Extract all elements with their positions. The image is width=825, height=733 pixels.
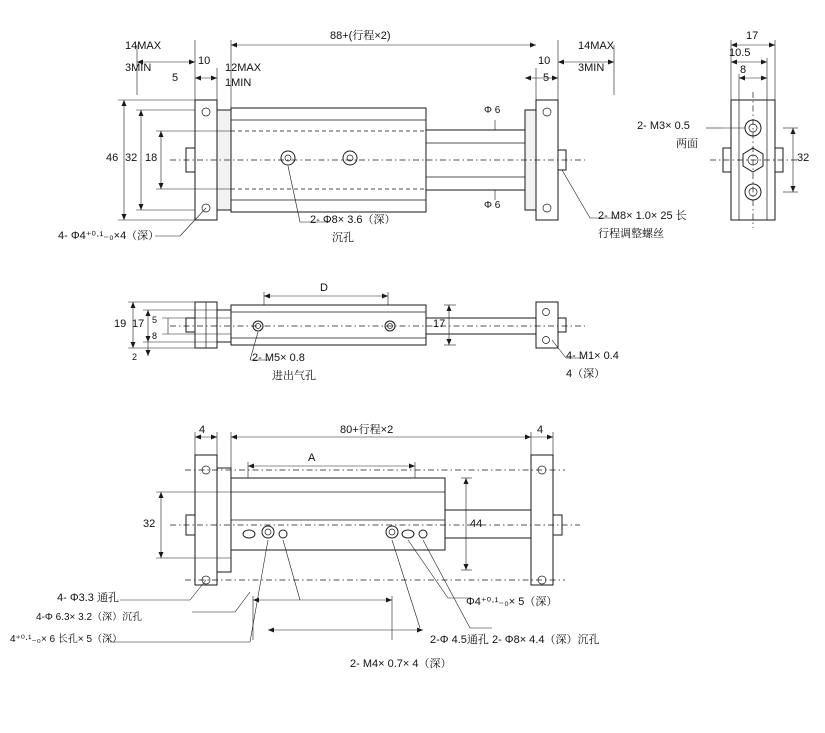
- callout-top-right-screw: 2- M8× 1.0× 25 长: [598, 210, 687, 222]
- dim-top-phi6-lower: Φ 6: [484, 200, 501, 211]
- dim-top-right-max: 14MAX: [578, 40, 615, 52]
- dim-top-sub-max: 12MAX: [225, 62, 262, 74]
- dim-front-8: 8: [152, 331, 158, 341]
- dim-side-8: 8: [740, 64, 747, 76]
- callout-bottom-through-holes: 4- Φ3.3 通孔: [57, 592, 119, 604]
- callout-top-counterbore-sub: 沉孔: [332, 232, 354, 244]
- dim-top-left-min: 3MIN: [125, 62, 152, 74]
- callout-side-m3: 2- M3× 0.5: [637, 120, 690, 132]
- callout-top-right-screw-sub: 行程调整螺丝: [598, 228, 664, 240]
- dim-front-19: 19: [114, 318, 127, 330]
- dim-top-18: 18: [145, 152, 158, 164]
- dim-top-sub-min: 1MIN: [225, 77, 252, 89]
- dim-side-32: 32: [797, 152, 810, 164]
- callout-bottom-through-holes-sub: 4-Φ 6.3× 3.2（深）沉孔: [36, 612, 143, 623]
- dim-top-right-5: 5: [543, 72, 550, 84]
- callout-bottom-slot: 4⁺⁰·¹₋₀× 6 长孔× 5（深）: [10, 634, 123, 645]
- callout-front-ports: 2- M5× 0.8: [252, 352, 305, 364]
- dim-top-46: 46: [106, 152, 119, 164]
- callout-front-right-thread: 4- M1× 0.4: [566, 350, 619, 362]
- dim-bottom-overall: 80+行程×2: [340, 424, 394, 436]
- dim-top-left-10: 10: [198, 55, 211, 67]
- callout-front-ports-sub: 进出气孔: [272, 370, 316, 382]
- dim-side-105: 10.5: [729, 47, 751, 59]
- callout-bottom-mid-right: 2-Φ 4.5通孔 2- Φ8× 4.4（深）沉孔: [430, 634, 600, 646]
- dim-front-D: D: [320, 282, 328, 294]
- dim-front-2: 2: [132, 352, 138, 362]
- dim-top-32: 32: [125, 152, 138, 164]
- dim-bottom-A: A: [308, 452, 316, 464]
- dim-top-overall: 88+(行程×2): [330, 30, 391, 42]
- callout-bottom-pin: Φ4⁺⁰·¹₋₀× 5（深）: [466, 596, 558, 608]
- dim-top-phi6-upper: Φ 6: [484, 105, 501, 116]
- dim-front-17: 17: [132, 318, 145, 330]
- callout-front-right-thread-sub: 4（深）: [566, 368, 606, 380]
- callout-top-bottomleft: 4- Φ4⁺⁰·¹₋₀×4（深）: [58, 230, 160, 242]
- dim-bottom-left-4: 4: [199, 424, 206, 436]
- callout-side-m3-sub: 两面: [676, 138, 698, 150]
- dim-top-left-5: 5: [172, 72, 179, 84]
- callout-bottom-m4: 2- M4× 0.7× 4（深）: [350, 658, 452, 670]
- dim-side-17: 17: [746, 30, 759, 42]
- dim-bottom-32: 32: [143, 518, 156, 530]
- dim-top-right-10: 10: [538, 55, 551, 67]
- callout-top-counterbore: 2- Φ8× 3.6（深）: [310, 214, 396, 226]
- dim-top-right-min: 3MIN: [578, 62, 605, 74]
- dim-bottom-right-4: 4: [537, 424, 544, 436]
- dim-front-right-17: 17: [433, 318, 446, 330]
- dim-front-5: 5: [152, 315, 158, 325]
- dim-top-left-max: 14MAX: [125, 40, 162, 52]
- dim-bottom-44: 44: [470, 518, 483, 530]
